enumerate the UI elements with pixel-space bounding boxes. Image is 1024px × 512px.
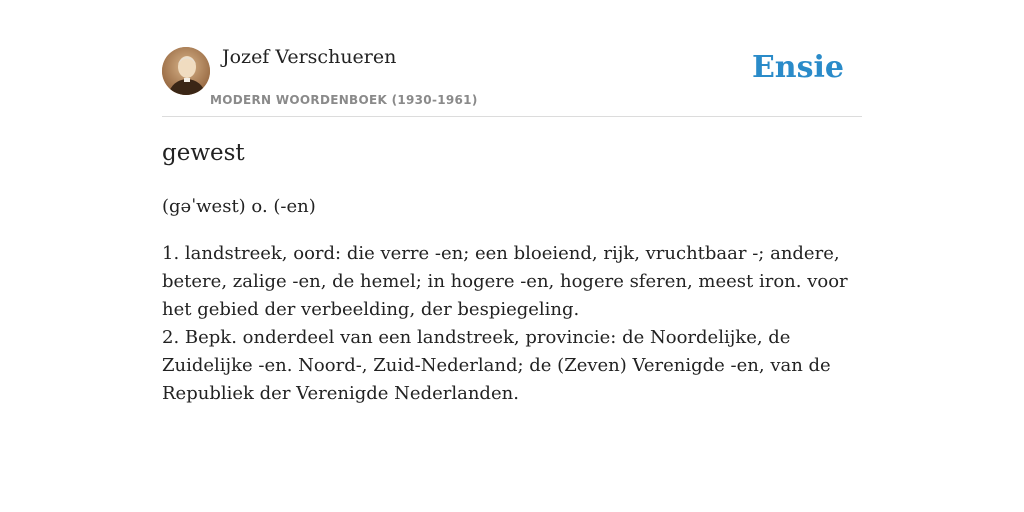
definition-1: 1. landstreek, oord: die verre -en; een bloeiend, rijk, vruchtbaar -; andere, betere, zalige -en, de hemel; in hogere -en, hogere sferen, meest iron. voor het gebied der verbeelding, der bespiegeling. xyxy=(162,243,848,320)
pronunciation: (gəˈwest) o. (-en) xyxy=(162,196,316,217)
author-avatar[interactable] xyxy=(162,47,210,95)
entry-header xyxy=(162,0,862,117)
author-name[interactable]: Jozef Verschueren xyxy=(222,46,397,68)
definition-2: 2. Bepk. onderdeel van een landstreek, provincie: de Noordelijke, de Zuidelijke -en. Noord-, Zuid-Nederland; de (Zeven) Verenigde -en, van de Republiek der Verenigde Nederlanden. xyxy=(162,327,831,404)
entry-card xyxy=(162,0,862,512)
dictionary-source[interactable]: MODERN WOORDENBOEK (1930-1961) xyxy=(210,93,478,107)
ensie-logo[interactable]: Ensie xyxy=(751,50,844,85)
headword: gewest xyxy=(162,140,245,166)
author-portrait-icon xyxy=(162,47,210,95)
definitions xyxy=(162,240,862,408)
